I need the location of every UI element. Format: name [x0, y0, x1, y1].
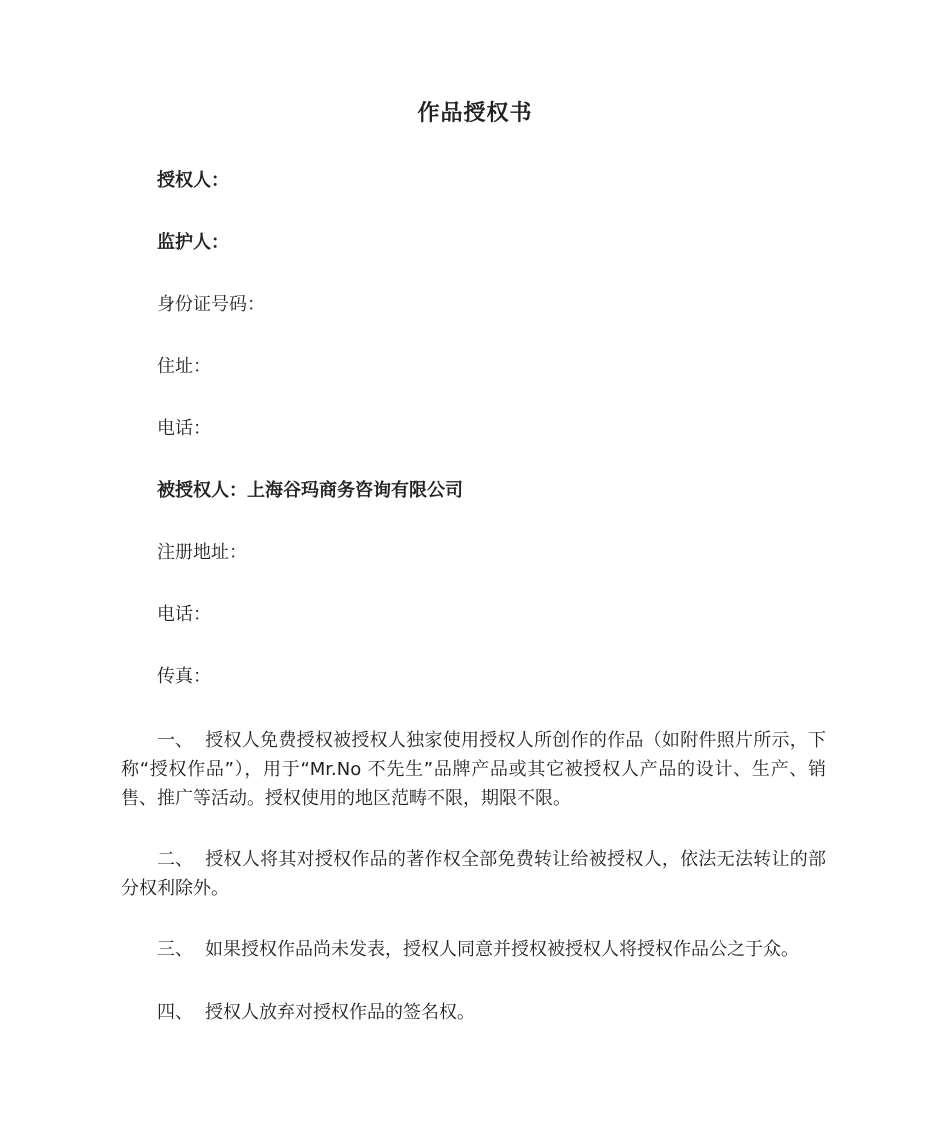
clause-2-number: 二、: [157, 849, 193, 870]
grantor-field: 授权人：: [157, 170, 229, 191]
clause-2: [121, 845, 826, 903]
clause-3: [121, 935, 826, 964]
clause-3-text: 如果授权作品尚未发表，授权人同意并授权被授权人将授权作品公之于众。: [205, 939, 799, 960]
clause-1: [121, 726, 826, 813]
registered-address-field: 注册地址：: [157, 542, 247, 563]
clause-4-number: 四、: [157, 1002, 193, 1023]
address-field: 住址：: [157, 356, 211, 377]
clause-1-number: 一、: [157, 730, 193, 751]
clause-2-text: 授权人将其对授权作品的著作权全部免费转让给被授权人，依法无法转让的部分权利除外。: [121, 849, 826, 899]
clause-4: [121, 998, 826, 1027]
id-number-field: 身份证号码：: [157, 294, 265, 315]
grantee-field: 被授权人：上海谷玛商务咨询有限公司: [157, 480, 463, 501]
grantee-phone-field: 电话：: [157, 604, 211, 625]
guardian-field: 监护人：: [157, 232, 229, 253]
document-title: 作品授权书: [417, 101, 533, 126]
fax-field: 传真：: [157, 666, 211, 687]
clause-3-number: 三、: [157, 939, 193, 960]
clause-1-text: 授权人免费授权被授权人独家使用授权人所创作的作品（如附件照片所示，下称“授权作品”），用于“Mr.No 不先生”品牌产品或其它被授权人产品的设计、生产、销售、推广等活动。授权使用的地区范畴不限，期限不限。: [121, 730, 826, 809]
clause-4-text: 授权人放弃对授权作品的签名权。: [205, 1002, 475, 1023]
grantor-phone-field: 电话：: [157, 418, 211, 439]
